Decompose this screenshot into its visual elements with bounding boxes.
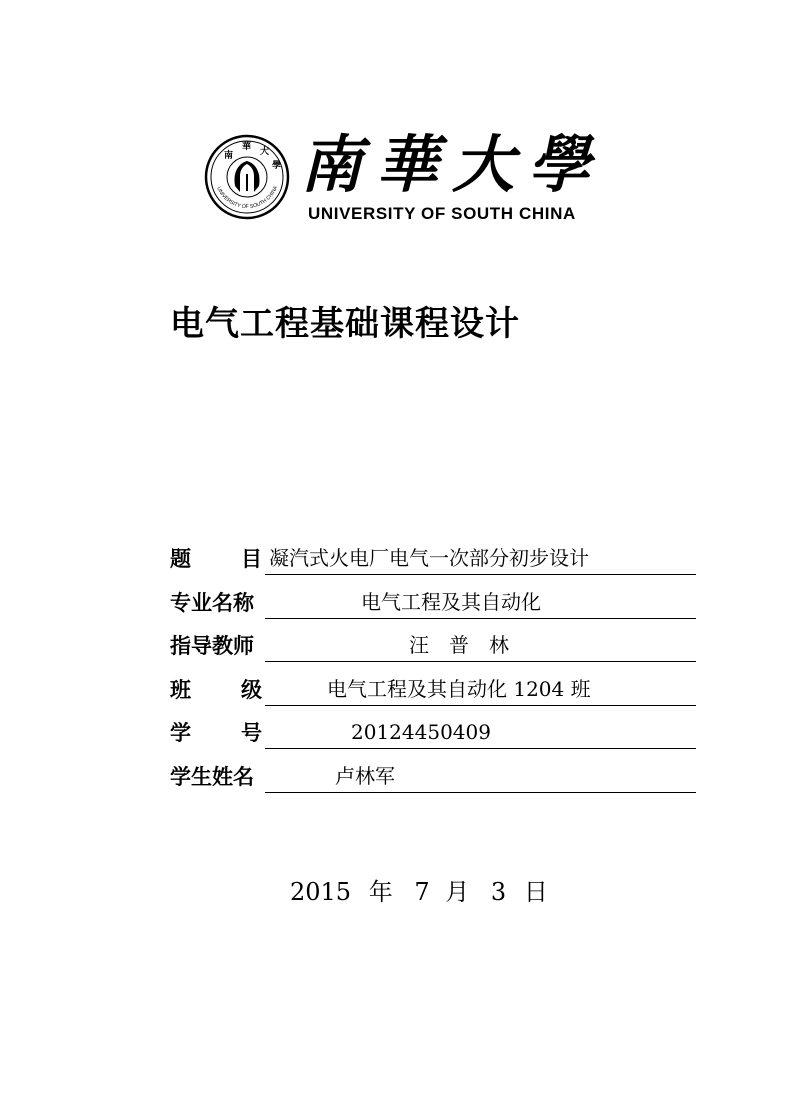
date-month-unit: 月 [445,878,470,906]
seal-text-cn-4: 學 [272,161,282,171]
value-advisor: 汪 普 林 [409,633,509,657]
label-major [170,588,262,618]
value-student-name: 卢林军 [335,763,395,788]
seal-text-en: UNIVERSITY OF SOUTH CHINA [215,185,280,211]
seal-text-cn-1: 南 [224,151,234,161]
value-student-id: 20124450409 [351,720,491,744]
submission-date [290,872,548,912]
label-class [170,675,262,705]
date-day: 3 [490,878,507,906]
seal-text-cn-3: 大 [260,147,270,157]
info-row-major [170,584,696,628]
university-name-en: UNIVERSITY OF SOUTH CHINA [308,204,576,223]
field-student-name [265,762,696,793]
info-row-advisor [170,627,696,671]
info-row-student-id [170,714,696,758]
label-student-id-char-2: 号 [241,721,262,745]
label-student-name-text: 学生姓名 [170,764,254,789]
value-topic: 凝汽式火电厂电气一次部分初步设计 [269,546,589,570]
field-student-id [265,718,696,749]
label-class-char-1: 班 [170,677,191,702]
field-topic [265,544,696,575]
label-student-id-char-1: 学 [170,721,191,745]
university-name-cn: 南華大學 [300,128,605,201]
label-class-char-2: 级 [241,677,262,702]
university-logo [200,128,620,228]
label-advisor-text: 指导教师 [170,634,254,658]
date-year-unit: 年 [368,878,393,906]
seal-text-cn-2: 華 [242,142,252,152]
info-row-student-name [170,758,696,802]
info-table [170,540,696,801]
date-year: 2015 [290,878,352,906]
date-day-unit: 日 [523,878,548,906]
label-topic-char-1: 题 [170,547,191,571]
university-seal-icon [204,134,290,220]
label-major-text: 专业名称 [170,590,254,615]
field-class [265,675,696,706]
value-class: 电气工程及其自动化 1204 班 [327,676,591,701]
info-row-class [170,671,696,715]
field-major [265,588,696,619]
label-topic [170,544,262,574]
info-row-topic [170,540,696,584]
date-month: 7 [414,878,430,906]
label-advisor [170,631,262,661]
label-student-id [170,718,262,748]
label-student-name [170,762,262,792]
field-advisor [265,631,696,662]
label-topic-char-2: 目 [241,547,262,571]
page-title: 电气工程基础课程设计 [170,304,520,344]
value-major: 电气工程及其自动化 [361,589,541,614]
